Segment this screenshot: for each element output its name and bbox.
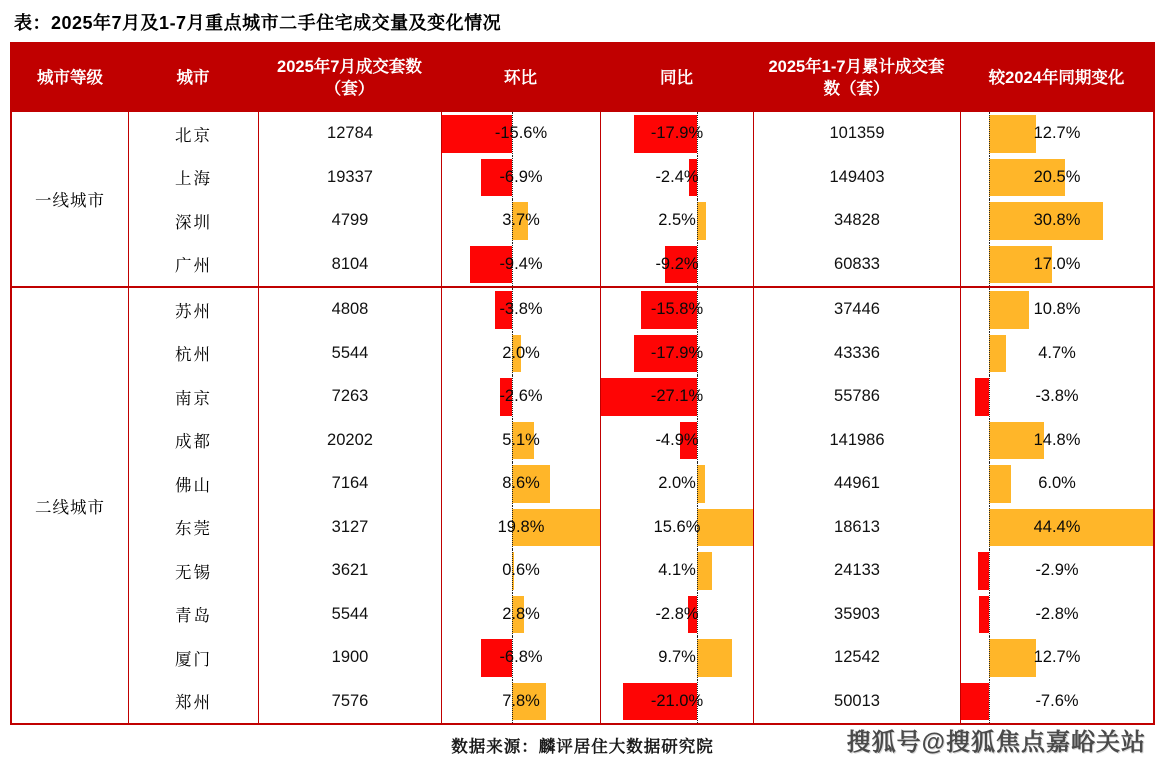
value-label: 2.5% <box>658 211 696 230</box>
cum-units-cell: 24133 <box>753 549 960 593</box>
value-label: 7.8% <box>502 691 540 710</box>
positive-data-bar <box>697 552 712 590</box>
mom-change-cell <box>441 112 600 156</box>
cum-change-cell <box>960 549 1153 593</box>
value-label: 2.0% <box>502 343 540 362</box>
mom-change-cell <box>441 462 600 506</box>
value-label: -6.8% <box>499 648 543 667</box>
column-header-city-tier: 城市等级 <box>37 68 103 87</box>
negative-data-bar <box>961 683 989 721</box>
value-label: 19.8% <box>497 517 545 536</box>
positive-data-bar <box>989 115 1036 153</box>
jul-units-cell: 4799 <box>258 199 441 243</box>
cum-change-cell <box>960 243 1153 287</box>
value-label: -9.4% <box>499 254 543 273</box>
data-source: 数据来源：麟评居住大数据研究院 <box>451 738 714 756</box>
zero-axis-line <box>989 288 990 332</box>
zero-axis-line <box>989 593 990 637</box>
table-body <box>12 112 1153 723</box>
mom-change-cell <box>441 636 600 680</box>
cum-units-cell: 101359 <box>753 112 960 156</box>
value-label: 5.1% <box>502 430 540 449</box>
city-cell: 北京 <box>128 112 258 156</box>
mom-change-cell <box>441 419 600 463</box>
column-header-mom: 环比 <box>504 68 537 87</box>
cum-change-cell <box>960 112 1153 156</box>
tier-cell: 一线城市 <box>35 192 105 210</box>
value-label: -17.9% <box>650 343 704 362</box>
cum-units-cell: 149403 <box>753 156 960 200</box>
positive-data-bar <box>697 639 732 677</box>
zero-axis-line <box>989 332 990 376</box>
value-label: -3.8% <box>499 300 543 319</box>
mom-change-cell <box>441 243 600 287</box>
zero-axis-line <box>989 680 990 724</box>
yoy-change-cell <box>600 243 753 287</box>
yoy-change-cell <box>600 156 753 200</box>
value-label: -2.4% <box>655 167 699 186</box>
jul-units-cell: 7263 <box>258 375 441 419</box>
cum-units-cell: 43336 <box>753 332 960 376</box>
mom-change-cell <box>441 680 600 724</box>
zero-axis-line <box>989 199 990 243</box>
column-header-jul-units: 2025年7月成交套数（套） <box>277 57 422 98</box>
jul-units-cell: 3621 <box>258 549 441 593</box>
jul-units-cell: 1900 <box>258 636 441 680</box>
positive-data-bar <box>697 465 704 503</box>
city-cell: 苏州 <box>128 288 258 332</box>
value-label: 6.0% <box>1038 474 1076 493</box>
mom-change-cell <box>441 375 600 419</box>
value-label: 0.6% <box>502 561 540 580</box>
value-label: 4.7% <box>1038 343 1076 362</box>
jul-units-cell: 12784 <box>258 112 441 156</box>
yoy-change-cell <box>600 419 753 463</box>
table-title: 表：2025年7月及1-7月重点城市二手住宅成交量及变化情况 <box>14 13 502 33</box>
cum-units-cell: 141986 <box>753 419 960 463</box>
zero-axis-line <box>989 156 990 200</box>
value-label: 2.8% <box>502 604 540 623</box>
value-label: 8.6% <box>502 474 540 493</box>
cum-units-cell: 55786 <box>753 375 960 419</box>
positive-data-bar <box>989 639 1036 677</box>
negative-data-bar <box>978 552 989 590</box>
cum-units-cell: 50013 <box>753 680 960 724</box>
city-cell: 南京 <box>128 375 258 419</box>
value-label: -17.9% <box>650 124 704 143</box>
value-label: 17.0% <box>1033 254 1081 273</box>
value-label: -3.8% <box>1035 387 1079 406</box>
cum-change-cell <box>960 375 1153 419</box>
value-label: 12.7% <box>1033 648 1081 667</box>
city-cell: 成都 <box>128 419 258 463</box>
value-label: 15.6% <box>653 517 701 536</box>
yoy-change-cell <box>600 680 753 724</box>
jul-units-cell: 5544 <box>258 593 441 637</box>
value-label: -4.9% <box>655 430 699 449</box>
column-header-city: 城市 <box>176 68 210 87</box>
value-label: 10.8% <box>1033 300 1081 319</box>
table-header <box>12 44 1153 112</box>
jul-units-cell: 3127 <box>258 506 441 550</box>
city-cell: 上海 <box>128 156 258 200</box>
cum-change-cell <box>960 593 1153 637</box>
mom-change-cell <box>441 156 600 200</box>
city-cell: 厦门 <box>128 636 258 680</box>
city-cell: 东莞 <box>128 506 258 550</box>
value-label: -15.6% <box>494 124 548 143</box>
mom-change-cell <box>441 506 600 550</box>
jul-units-cell: 8104 <box>258 243 441 287</box>
zero-axis-line <box>989 243 990 287</box>
yoy-change-cell <box>600 375 753 419</box>
zero-axis-line <box>989 112 990 156</box>
cum-units-cell: 60833 <box>753 243 960 287</box>
yoy-change-cell <box>600 112 753 156</box>
watermark: 搜狐号@搜狐焦点嘉峪关站 <box>846 729 1146 756</box>
city-cell: 杭州 <box>128 332 258 376</box>
tier-cell: 二线城市 <box>35 498 105 517</box>
cum-units-cell: 18613 <box>753 506 960 550</box>
value-label: 30.8% <box>1033 211 1081 230</box>
value-label: 9.7% <box>658 648 696 667</box>
city-cell: 无锡 <box>128 549 258 593</box>
value-label: 44.4% <box>1033 517 1081 536</box>
value-label: -2.6% <box>499 387 543 406</box>
zero-axis-line <box>989 636 990 680</box>
yoy-change-cell <box>600 593 753 637</box>
value-label: 4.1% <box>658 561 696 580</box>
value-label: 14.8% <box>1033 430 1081 449</box>
column-header-cum-units: 2025年1-7月累计成交套数（套） <box>768 57 945 98</box>
jul-units-cell: 7576 <box>258 680 441 724</box>
cum-units-cell: 12542 <box>753 636 960 680</box>
city-cell: 佛山 <box>128 462 258 506</box>
mom-change-cell <box>441 199 600 243</box>
positive-data-bar <box>697 202 706 240</box>
jul-units-cell: 19337 <box>258 156 441 200</box>
jul-units-cell: 4808 <box>258 288 441 332</box>
yoy-change-cell <box>600 462 753 506</box>
yoy-change-cell <box>600 332 753 376</box>
negative-data-bar <box>975 378 989 416</box>
cum-change-cell <box>960 199 1153 243</box>
cum-units-cell: 35903 <box>753 593 960 637</box>
city-tier-group <box>12 112 1153 286</box>
zero-axis-line <box>989 375 990 419</box>
cum-units-cell: 44961 <box>753 462 960 506</box>
value-label: -27.1% <box>650 387 704 406</box>
zero-axis-line <box>697 462 698 506</box>
mom-change-cell <box>441 593 600 637</box>
mom-change-cell <box>441 332 600 376</box>
city-cell: 深圳 <box>128 199 258 243</box>
zero-axis-line <box>989 462 990 506</box>
zero-axis-line <box>989 419 990 463</box>
cum-change-cell <box>960 156 1153 200</box>
city-cell: 广州 <box>128 243 258 287</box>
mom-change-cell <box>441 288 600 332</box>
mom-change-cell <box>441 549 600 593</box>
column-header-cum-change: 较2024年同期变化 <box>988 68 1125 87</box>
yoy-change-cell <box>600 636 753 680</box>
cum-change-cell <box>960 332 1153 376</box>
zero-axis-line <box>697 199 698 243</box>
column-header-yoy: 同比 <box>660 68 693 87</box>
yoy-change-cell <box>600 199 753 243</box>
city-cell: 郑州 <box>128 680 258 724</box>
value-label: -15.8% <box>650 300 704 319</box>
cum-change-cell <box>960 506 1153 550</box>
yoy-change-cell <box>600 506 753 550</box>
data-table <box>10 42 1155 725</box>
zero-axis-line <box>697 549 698 593</box>
negative-data-bar <box>979 596 989 634</box>
cum-change-cell <box>960 680 1153 724</box>
cum-change-cell <box>960 419 1153 463</box>
cum-units-cell: 34828 <box>753 199 960 243</box>
zero-axis-line <box>697 636 698 680</box>
yoy-change-cell <box>600 288 753 332</box>
jul-units-cell: 5544 <box>258 332 441 376</box>
value-label: -2.8% <box>1035 604 1079 623</box>
yoy-change-cell <box>600 549 753 593</box>
value-label: 3.7% <box>502 211 540 230</box>
jul-units-cell: 7164 <box>258 462 441 506</box>
positive-data-bar <box>697 509 753 547</box>
zero-axis-line <box>989 506 990 550</box>
value-label: -9.2% <box>655 254 699 273</box>
value-label: -7.6% <box>1035 691 1079 710</box>
cum-change-cell <box>960 288 1153 332</box>
positive-data-bar <box>989 465 1011 503</box>
value-label: -2.8% <box>655 604 699 623</box>
positive-data-bar <box>989 291 1029 329</box>
value-label: 12.7% <box>1033 124 1081 143</box>
value-label: 2.0% <box>658 474 696 493</box>
jul-units-cell: 20202 <box>258 419 441 463</box>
city-tier-group <box>12 286 1153 723</box>
value-label: -21.0% <box>650 691 704 710</box>
zero-axis-line <box>989 549 990 593</box>
value-label: 20.5% <box>1033 167 1081 186</box>
cum-change-cell <box>960 636 1153 680</box>
city-cell: 青岛 <box>128 593 258 637</box>
value-label: -6.9% <box>499 167 543 186</box>
cum-units-cell: 37446 <box>753 288 960 332</box>
positive-data-bar <box>989 335 1006 373</box>
value-label: -2.9% <box>1035 561 1079 580</box>
cum-change-cell <box>960 462 1153 506</box>
